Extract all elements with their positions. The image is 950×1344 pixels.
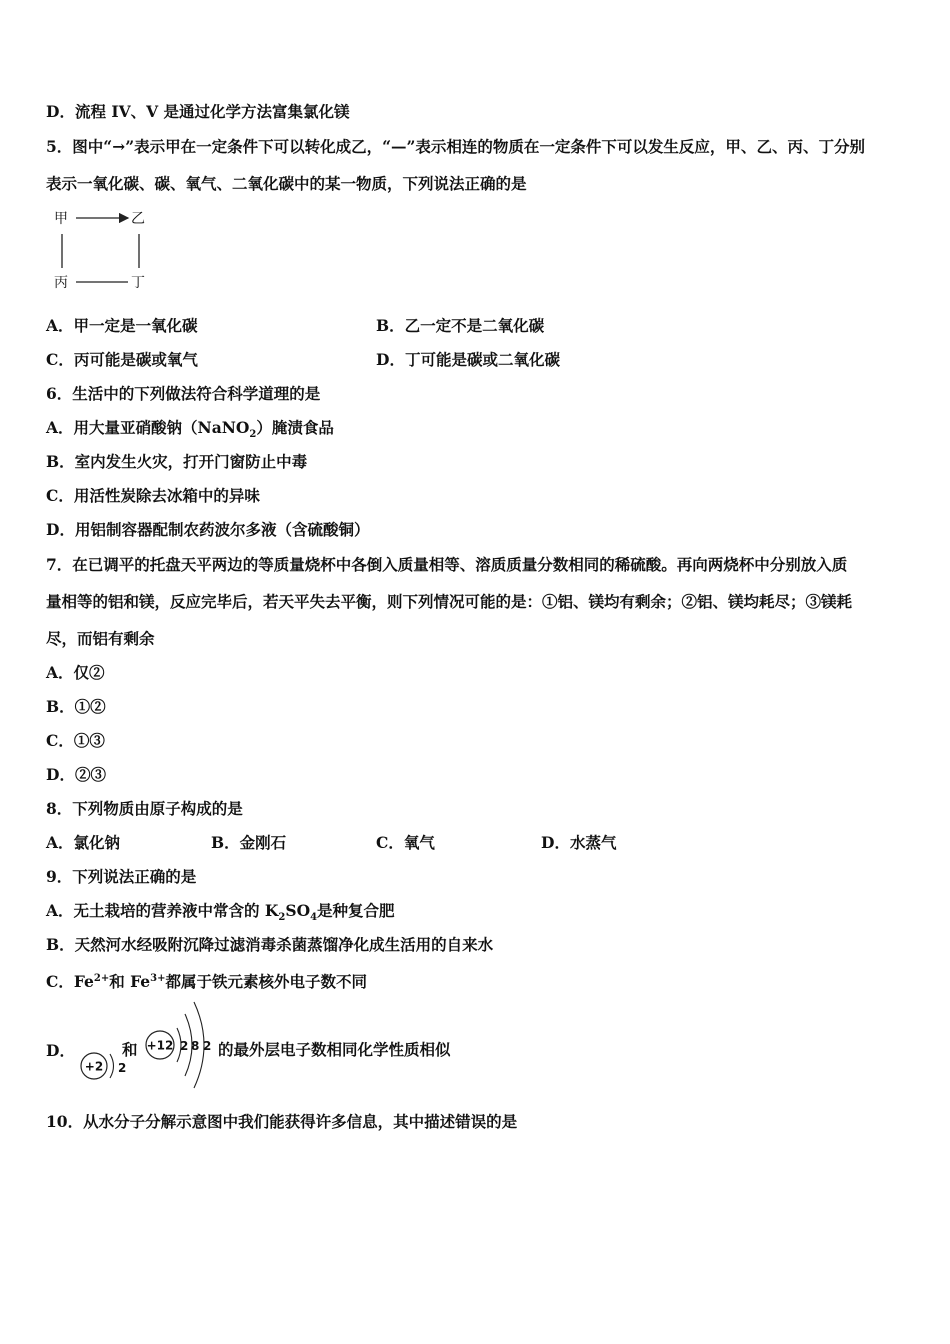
diagram-lines xyxy=(40,200,170,300)
q5-option-c: C．丙可能是碳或氧气 xyxy=(46,350,198,369)
q9-option-d-label: D． xyxy=(46,1041,75,1060)
q8-option-d: D．水蒸气 xyxy=(541,833,617,852)
atom2-shell2-count: 8 xyxy=(191,1039,200,1053)
q8-option-b: B．金刚石 xyxy=(211,833,287,852)
q7-option-c: C．①③ xyxy=(46,731,105,750)
diagram-label-ding: 丁 xyxy=(131,275,145,291)
q6-option-a: A．用大量亚硝酸钠（NaNO$_2$）腌渍食品 xyxy=(46,418,334,441)
q5-option-d: D．丁可能是碳或二氧化碳 xyxy=(376,350,560,369)
q9-stem: 9．下列说法正确的是 xyxy=(46,867,197,886)
q9-option-d-and: 和 xyxy=(122,1040,138,1059)
electron-shell-arc xyxy=(110,1054,114,1078)
q8-option-a: A．氯化钠 xyxy=(46,833,121,852)
diagram-label-yi: 乙 xyxy=(131,211,145,227)
q7-option-b: B．①② xyxy=(46,697,106,716)
q4-option-d: D．流程 IV、V 是通过化学方法富集氯化镁 xyxy=(46,102,350,121)
atom2-shell1-count: 2 xyxy=(180,1039,189,1053)
q9-option-b: B．天然河水经吸附沉降过滤消毒杀菌蒸馏净化成生活用的自来水 xyxy=(46,935,494,954)
atom2-nucleus-charge: +12 xyxy=(146,1038,174,1053)
q9-option-a: A．无土栽培的营养液中常含的 $K_2SO_4$是种复合肥 xyxy=(46,901,395,924)
atom1-shell1-count: 2 xyxy=(118,1061,127,1075)
q6-stem: 6．生活中的下列做法符合科学道理的是 xyxy=(46,384,321,403)
atom1-nucleus-charge: +2 xyxy=(84,1059,104,1074)
diagram-label-jia: 甲 xyxy=(54,211,68,227)
q5-option-a: A．甲一定是一氧化碳 xyxy=(46,316,198,335)
q7-stem-line2: 量相等的铝和镁，反应完毕后，若天平失去平衡，则下列情况可能的是：①铝、镁均有剩余；②铝、镁均耗尽；③镁耗 xyxy=(46,592,853,611)
q7-option-d: D．②③ xyxy=(46,765,106,784)
q5-stem-line1: 5．图中“→”表示甲在一定条件下可以转化成乙，“—”表示相连的物质在一定条件下可以发生反应，甲、乙、丙、丁分别 xyxy=(46,137,865,156)
q6-option-b: B．室内发生火灾，打开门窗防止中毒 xyxy=(46,452,308,471)
atom-structure-diagram-2 xyxy=(140,998,220,1090)
q10-stem: 10．从水分子分解示意图中我们能获得许多信息，其中描述错误的是 xyxy=(46,1112,518,1131)
q7-stem-line1: 7．在已调平的托盘天平两边的等质量烧杯中各倒入质量相等、溶质质量分数相同的稀硫酸。再向两烧杯中分别放入质 xyxy=(46,555,848,574)
q9-option-c: C．$Fe^{2+}$和 $Fe^{3+}$都属于铁元素核外电子数不同 xyxy=(46,972,367,992)
q8-stem: 8．下列物质由原子构成的是 xyxy=(46,799,243,818)
q8-option-c: C．氧气 xyxy=(376,833,435,852)
q6-option-c: C．用活性炭除去冰箱中的异味 xyxy=(46,486,260,505)
q5-option-b: B．乙一定不是二氧化碳 xyxy=(376,316,545,335)
q9-option-d-text: 的最外层电子数相同化学性质相似 xyxy=(218,1040,451,1059)
q6-option-d: D．用铝制容器配制农药波尔多液（含硫酸铜） xyxy=(46,520,370,539)
diagram-label-bing: 丙 xyxy=(54,275,68,291)
q7-option-a: A．仅② xyxy=(46,663,105,682)
q7-stem-line3: 尽，而铝有剩余 xyxy=(46,629,155,648)
q5-stem-line2: 表示一氧化碳、碳、氧气、二氧化碳中的某一物质，下列说法正确的是 xyxy=(46,174,527,193)
atom2-shell3-count: 2 xyxy=(203,1039,212,1053)
